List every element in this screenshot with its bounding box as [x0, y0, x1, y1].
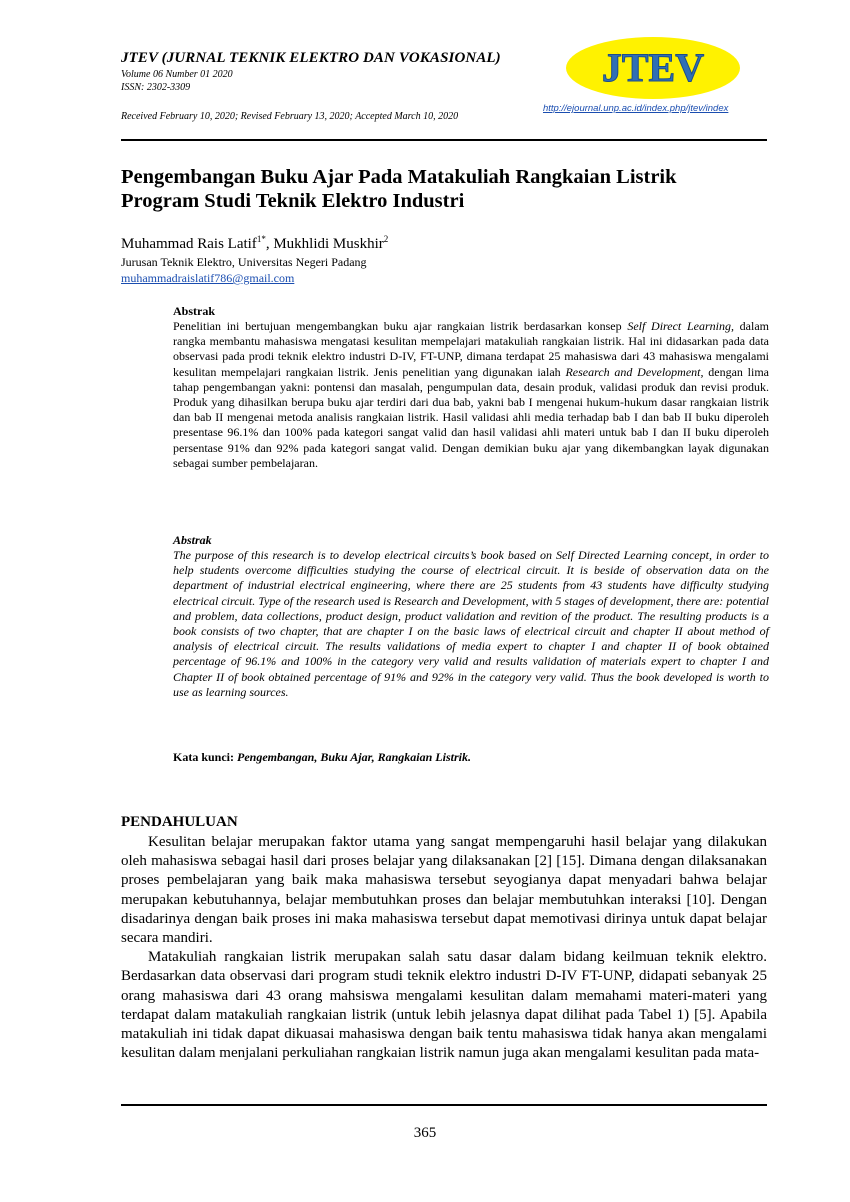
abstract-en-body: The purpose of this research is to develop electrical circuits’s book based on Self Directed Learning concept, in order to help students overcome difficulties studying the course of electrical circuit. It is beside of observation data on the department of industrial electrical engineering, where there are 25 students from 43 students have difficulty studying electrical circuit. Type of the research used is Research and Development, with 5 stages of development, there are: potential and problem, data collections, product design, product validation and revition of the product. The resulting products is a book consists of two chapter, that are chapter I on the basic laws of electrical circuit and chapter II about method of analysis of electrical circuit. The results validations of media expert to chapter I and chapter II of book obtained percentage of 96.1% and 100% in the category very valid and results validation of materials expert to chapter I and Chapter II of book obtained percentage of 91% and 92% in the category very valid. Thus the book developed is worth to use as learning sources. [173, 548, 769, 699]
abstract-id-body [173, 319, 769, 471]
journal-title: JTEV (JURNAL TEKNIK ELEKTRO DAN VOKASIONAL) [121, 50, 501, 66]
abstract-en-heading: Abstrak [173, 533, 212, 547]
introduction-body [121, 833, 767, 1063]
intro-paragraph-2: Matakuliah rangkaian listrik merupakan salah satu dasar dalam bidang keilmuan teknik elektro. Berdasarkan data observasi dari program studi teknik elektro industri D-IV FT-UNP, didapati sebanyak 25 orang mahasiswa dari 43 orang mahsiswa mengalami kesulitan dalam memahami materi-materi yang terdapat dalam matakuliah rangkaian listrik (untuk lebih jelasnya dapat dilihat pada Tabel 1) [5]. Apabila matakuliah ini tidak dapat dikuasai mahasiswa dengan baik tentu mahasiswa tidak hanya akan mengalami kesulitan dalam menjalani perkuliahan rangkaian listrik namun juga akan mengalami kesulitan pada mata- [121, 949, 767, 1062]
intro-paragraph-1: Kesulitan belajar merupakan faktor utama yang sangat mempengaruhi hasil belajar yang dilakukan oleh mahasiswa sebagai hasil dari proses belajar yang dilaksanakan [2] [15]. Dimana dengan dilaksanakan proses pembelajaran yang baik maka mahasiswa tersebut seyogianya dapat menyadari bahwa belajar merupakan kebutuhannya, belajar membutuhkan proses dan belajar membutuhkan interaksi [10]. Dengan disadarinya dengan baik proses ini maka mahasiswa tersebut dapat memotivasi dirinya untuk dapat belajar secara mandiri. [121, 834, 767, 947]
section-heading-introduction: PENDAHULUAN [121, 814, 238, 830]
keywords-value: Pengembangan, Buku Ajar, Rangkaian Listrik. [237, 750, 471, 764]
abstract-id-text-3: dengan lima tahap pengembangan yakni: pontensi dan masalah, pengumpulan data, desain produk, validasi produk dan revisi produk. Produk yang dihasilkan berupa buku ajar terdiri dari dua bab, yakni bab I mengenai hukum-hukum dasar rangkaian listrik dan bab II mengenai metoda analisis rangkaian listrik. Hasil validasi ahli media terhadap bab I dan bab II buku diperoleh presentase 96.1% dan 100% pada kategori sangat valid dan hasil validasi ahli materi untuk bab I dan II buku diperoleh persentase 91% dan 92% pada kategori sangat valid. Dengan demikian buku ajar yang dikembangkan layak digunakan sebagai sumber pembelajaran. [173, 364, 769, 470]
affiliation: Jurusan Teknik Elektro, Universitas Negeri Padang [121, 255, 367, 269]
author-2: , Mukhlidi Muskhir [265, 236, 384, 252]
author-1: Muhammad Rais Latif [121, 236, 257, 252]
author-list [121, 234, 388, 253]
abstract-id-term-1: Self Direct Learning, [627, 319, 734, 333]
jtev-logo [565, 36, 741, 100]
keywords [173, 750, 471, 765]
abstract-id-text-2: dalam rangka membantu mahasiswa mengatasi kesulitan mempelajari matakuliah rangkaian listrik. Hal ini didasarkan pada data observasi pada prodi teknik elektro industri D-IV, FT-UNP, dimana terdapat 25 mahasiswa dari 43 mahasiswa mengalami kesulitan mempelajari rangkaian listrik. Jenis penelitian yang digunakan ialah [173, 319, 770, 379]
issn: ISSN: 2302-3309 [121, 82, 191, 93]
logo-text: JTEV [601, 45, 705, 90]
title-line-1: Pengembangan Buku Ajar Pada Matakuliah Rangkaian Listrik [121, 166, 677, 188]
received-dates: Received February 10, 2020; Revised February 13, 2020; Accepted March 10, 2020 [121, 111, 459, 122]
author-2-affil-mark: 2 [383, 234, 389, 244]
footer-rule [121, 1104, 767, 1106]
abstract-id-text-1: Penelitian ini bertujuan mengembangkan buku ajar rangkaian listrik berdasarkan konsep [173, 319, 628, 333]
journal-url-link[interactable]: http://ejournal.unp.ac.id/index.php/jtev/index [543, 103, 729, 114]
header-rule [121, 139, 767, 141]
volume-info: Volume 06 Number 01 2020 [121, 69, 233, 80]
paper-title [121, 165, 767, 213]
author-email-link[interactable]: muhammadraislatif786@gmail.com [121, 271, 295, 285]
keywords-label: Kata kunci: [173, 750, 238, 764]
page-number: 365 [413, 1125, 437, 1141]
title-line-2: Program Studi Teknik Elektro Industri [121, 190, 465, 212]
abstract-id-heading: Abstrak [173, 304, 216, 318]
abstract-id-term-2: Research and Development, [565, 364, 704, 379]
author-1-affil-mark: 1* [256, 234, 266, 244]
